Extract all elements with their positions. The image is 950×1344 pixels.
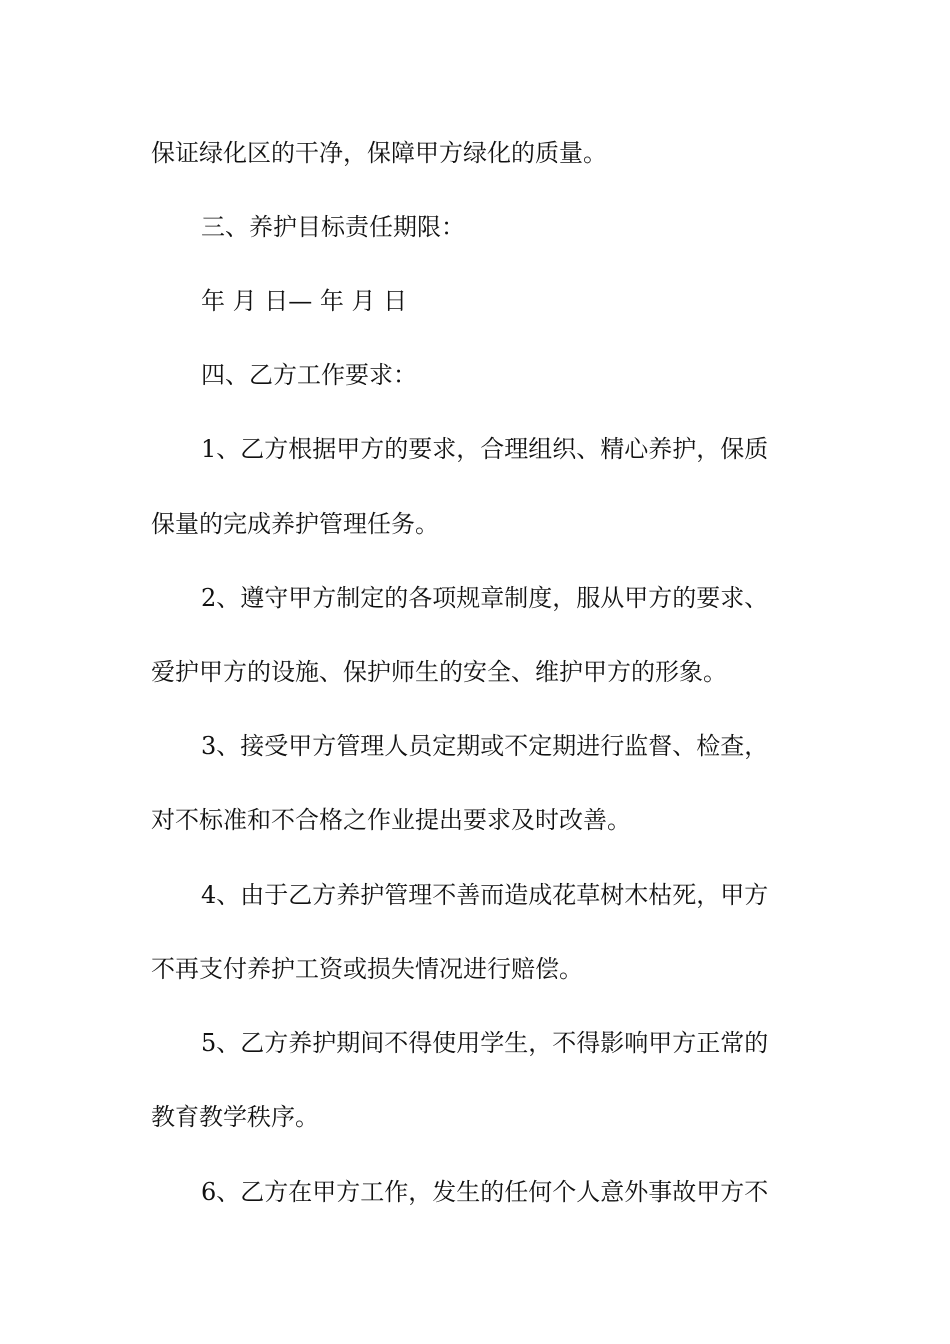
requirement-5-line-1: 5、乙方养护期间不得使用学生，不得影响甲方正常的 [201, 1029, 769, 1057]
requirement-2-line-1: 2、遵守甲方制定的各项规章制度，服从甲方的要求、 [201, 584, 769, 612]
section-heading-4: 四、乙方工作要求： [201, 361, 417, 389]
requirement-6-line-1: 6、乙方在甲方工作，发生的任何个人意外事故甲方不 [201, 1178, 769, 1206]
paragraph-line: 保证绿化区的干净，保障甲方绿化的质量。 [151, 139, 607, 167]
requirement-3-line-2: 对不标准和不合格之作业提出要求及时改善。 [151, 806, 631, 834]
requirement-4-line-1: 4、由于乙方养护管理不善而造成花草树木枯死，甲方 [201, 881, 769, 909]
requirement-4-line-2: 不再支付养护工资或损失情况进行赔偿。 [151, 955, 583, 983]
requirement-1-line-2: 保量的完成养护管理任务。 [151, 510, 439, 538]
date-range-line: 年 月 日— 年 月 日 [201, 287, 408, 315]
section-heading-3: 三、养护目标责任期限： [201, 213, 465, 241]
requirement-2-line-2: 爱护甲方的设施、保护师生的安全、维护甲方的形象。 [151, 658, 727, 686]
requirement-3-line-1: 3、接受甲方管理人员定期或不定期进行监督、检查， [201, 732, 769, 760]
requirement-5-line-2: 教育教学秩序。 [151, 1103, 319, 1131]
requirement-1-line-1: 1、乙方根据甲方的要求，合理组织、精心养护，保质 [201, 435, 769, 463]
